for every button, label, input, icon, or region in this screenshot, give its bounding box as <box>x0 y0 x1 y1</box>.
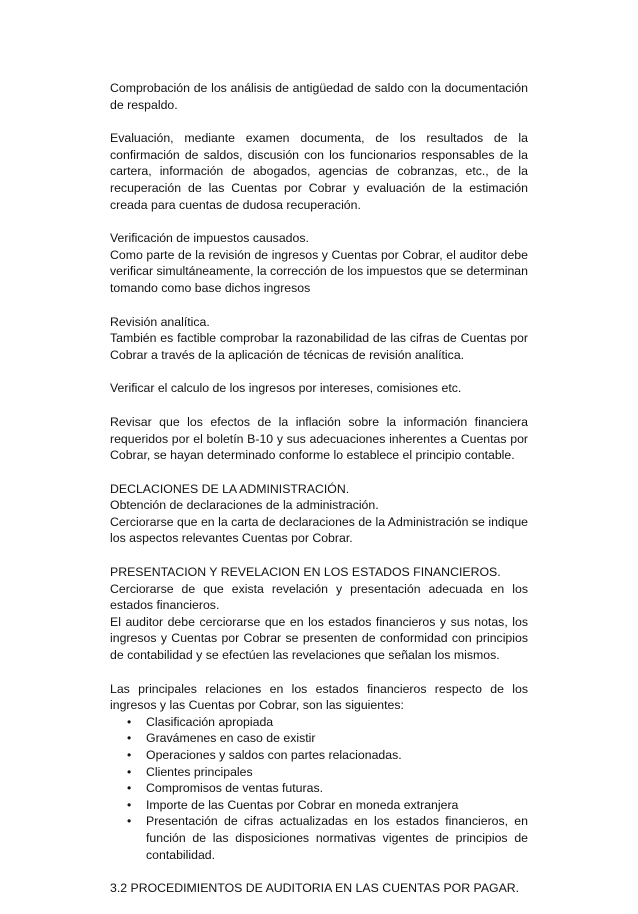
document-body <box>110 80 528 914</box>
bullet-icon: • <box>127 764 132 779</box>
bullet-text: Compromisos de ventas futuras. <box>146 781 324 796</box>
bullet-item <box>110 747 528 764</box>
bullet-text: Importe de las Cuentas por Cobrar en moneda extranjera <box>146 797 459 812</box>
bullet-text: Gravámenes en caso de existir <box>146 731 316 746</box>
bullet-text: Presentación de cifras actualizadas en los estados financieros, en función de las disposiciones normativas vigentes de principios de contabilidad. <box>146 814 528 862</box>
section-revision-analitica <box>110 314 528 364</box>
section-impuestos-body: Como parte de la revisión de ingresos y Cuentas por Cobrar, el auditor debe verificar simultáneamente, la corrección de los impuestos que se determinan tomando como base dichos ingresos <box>110 247 528 295</box>
bullet-item <box>110 813 528 863</box>
bullet-icon: • <box>127 814 132 829</box>
bullet-icon: • <box>127 781 132 796</box>
section-presentacion-body-1: Cerciorarse de que exista revelación y presentación adecuada en los estados financieros. <box>110 581 528 613</box>
bullet-icon: • <box>127 731 132 746</box>
section-declaraciones <box>110 481 528 547</box>
paragraph-inflacion: Revisar que los efectos de la inflación sobre la información financiera requeridos por el boletín B-10 y sus adecuaciones inherentes a Cuentas por Cobrar, se hayan determinado conforme lo establece el principio contable. <box>110 414 528 463</box>
section-impuestos <box>110 230 528 296</box>
bullet-text: Clasificación apropiada <box>146 714 274 729</box>
paragraph-intereses: Verificar el calculo de los ingresos por intereses, comisiones etc. <box>110 381 462 396</box>
section-presentacion <box>110 564 528 664</box>
bullet-text: Clientes principales <box>146 764 253 779</box>
section-presentacion-title: PRESENTACION Y REVELACION EN LOS ESTADOS FINANCIEROS. <box>110 565 501 580</box>
section-revision-analitica-title: Revisión analítica. <box>110 314 210 329</box>
section-impuestos-title: Verificación de impuestos causados. <box>110 231 309 246</box>
bullet-item <box>110 797 528 814</box>
bullet-list <box>110 714 528 863</box>
section-revision-analitica-body: También es factible comprobar la razonabilidad de las cifras de Cuentas por Cobrar a través de la aplicación de técnicas de revisión analítica. <box>110 331 528 362</box>
section-heading-cuentas-por-pagar: 3.2 PROCEDIMIENTOS DE AUDITORIA EN LAS CUENTAS POR PAGAR. <box>110 881 520 896</box>
paragraph-antiguedad-saldos: Comprobación de los análisis de antigüedad de saldo con la documentación de respaldo. <box>110 81 528 112</box>
bullet-icon: • <box>127 748 132 762</box>
section-declaraciones-title: DECLACIONES DE LA ADMINISTRACIÓN. <box>110 481 350 496</box>
bullet-icon: • <box>127 714 132 729</box>
section-declaraciones-body: Cerciorarse que en la carta de declaraciones de la Administración se indique los aspectos relevantes Cuentas por Cobrar. <box>110 514 528 546</box>
bullet-text: Operaciones y saldos con partes relacionadas. <box>146 748 402 762</box>
section-presentacion-body-2: El auditor debe cerciorarse que en los estados financieros y sus notas, los ingresos y Cuentas por Cobrar se presenten de conformidad con principios de contabilidad y se efectúen las revelaciones que señalan los mismos. <box>110 614 528 663</box>
section-relaciones <box>110 681 528 864</box>
bullet-item <box>110 730 528 747</box>
bullet-icon: • <box>127 797 132 812</box>
bullet-item <box>110 764 528 781</box>
section-relaciones-intro: Las principales relaciones en los estados financieros respecto de los ingresos y las Cuentas por Cobrar, son las siguientes: <box>110 681 528 713</box>
section-declaraciones-subtitle: Obtención de declaraciones de la administración. <box>110 498 379 513</box>
paragraph-evaluacion: Evaluación, mediante examen documenta, de los resultados de la confirmación de saldos, discusión con los funcionarios responsables de la cartera, información de abogados, agencias de cobranzas, etc., de la recuperación de las Cuentas por Cobrar y evaluación de la estimación creada para cuentas de dudosa recuperación. <box>110 131 528 212</box>
bullet-item <box>110 714 528 731</box>
bullet-item <box>110 780 528 797</box>
